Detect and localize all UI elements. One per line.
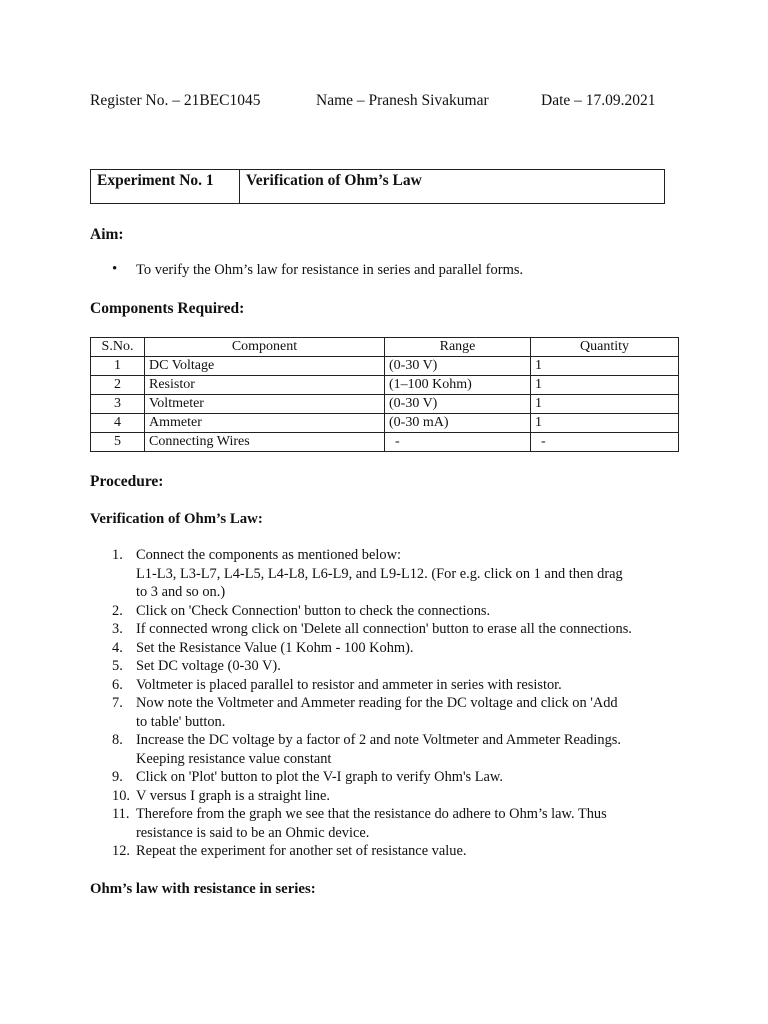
step-text-line: Now note the Voltmeter and Ammeter reading for the DC voltage and click on 'Add <box>136 695 618 711</box>
table-cell: 4 <box>91 414 145 433</box>
table-cell: Resistor <box>145 376 385 395</box>
table-cell: 3 <box>91 395 145 414</box>
experiment-title-box <box>90 169 665 204</box>
table-cell: Voltmeter <box>145 395 385 414</box>
step-number: 1. <box>112 547 123 563</box>
procedure-step <box>112 676 682 695</box>
table-cell: (1–100 Kohm) <box>385 376 531 395</box>
column-header: Range <box>385 338 531 357</box>
table-header-row <box>91 338 679 357</box>
table-row <box>91 376 679 395</box>
procedure-heading: Procedure: <box>90 473 164 490</box>
procedure-step <box>112 694 682 731</box>
step-text-line: Voltmeter is placed parallel to resistor and ammeter in series with resistor. <box>136 676 562 693</box>
step-text-line: resistance is said to be an Ohmic device. <box>136 824 370 841</box>
table-cell: 1 <box>531 414 679 433</box>
table-cell: (0-30 mA) <box>385 414 531 433</box>
step-text-line: Increase the DC voltage by a factor of 2 and note Voltmeter and Ammeter Readings. <box>136 732 622 748</box>
step-number: 10. <box>112 787 130 804</box>
table-cell: Connecting Wires <box>145 433 385 452</box>
step-number: 2. <box>112 602 123 619</box>
aim-heading: Aim: <box>90 226 124 243</box>
table-row <box>91 395 679 414</box>
column-header: Quantity <box>531 338 679 357</box>
step-number: 4. <box>112 639 123 656</box>
step-text-line: V versus I graph is a straight line. <box>136 787 330 804</box>
step-text-line: L1-L3, L3-L7, L4-L5, L4-L8, L6-L9, and L9-L12. (For e.g. click on 1 and then drag <box>136 565 623 582</box>
step-text-line: Set the Resistance Value (1 Kohm - 100 Kohm). <box>136 639 414 656</box>
step-text-line: Keeping resistance value constant <box>136 750 332 767</box>
step-number: 6. <box>112 676 123 693</box>
procedure-step <box>112 731 682 768</box>
table-cell: 1 <box>531 376 679 395</box>
step-text-line: to table' button. <box>136 713 226 730</box>
step-text-line: Set DC voltage (0-30 V). <box>136 658 281 674</box>
step-number: 3. <box>112 621 123 637</box>
table-cell: DC Voltage <box>145 357 385 376</box>
experiment-number: Experiment No. 1 <box>91 170 240 203</box>
series-heading: Ohm’s law with resistance in series: <box>90 881 316 897</box>
step-number: 7. <box>112 695 123 711</box>
column-header: S.No. <box>91 338 145 357</box>
procedure-step <box>112 620 682 639</box>
register-number: Register No. – 21BEC1045 <box>90 92 261 109</box>
step-number: 5. <box>112 658 123 674</box>
procedure-step <box>112 787 682 806</box>
components-heading: Components Required: <box>90 300 245 317</box>
procedure-steps <box>112 546 682 861</box>
step-text-line: Click on 'Check Connection' button to check the connections. <box>136 602 491 619</box>
table-cell: - <box>531 433 679 452</box>
table-row <box>91 414 679 433</box>
table-cell: 5 <box>91 433 145 452</box>
procedure-step <box>112 602 682 621</box>
student-name: Name – Pranesh Sivakumar <box>316 92 489 109</box>
procedure-step <box>112 657 682 676</box>
step-text-line: Click on 'Plot' button to plot the V-I graph to verify Ohm's Law. <box>136 769 503 785</box>
step-number: 8. <box>112 732 123 748</box>
table-cell: 1 <box>531 357 679 376</box>
procedure-subheading: Verification of Ohm’s Law: <box>90 511 263 527</box>
step-text-line: Therefore from the graph we see that the resistance do adhere to Ohm’s law. Thus <box>136 806 607 822</box>
step-text-line: to 3 and so on.) <box>136 584 226 600</box>
procedure-step <box>112 768 682 787</box>
procedure-step <box>112 842 682 861</box>
table-row <box>91 433 679 452</box>
components-table <box>90 337 679 452</box>
step-text-line: Connect the components as mentioned below: <box>136 547 401 563</box>
table-row <box>91 357 679 376</box>
procedure-step <box>112 546 682 602</box>
aim-item: • To verify the Ohm’s law for resistance in series and parallel forms. <box>112 262 523 279</box>
step-text-line: Repeat the experiment for another set of resistance value. <box>136 843 467 859</box>
table-cell: 2 <box>91 376 145 395</box>
table-cell: Ammeter <box>145 414 385 433</box>
procedure-step <box>112 639 682 658</box>
table-cell: - <box>385 433 531 452</box>
table-cell: 1 <box>531 395 679 414</box>
aim-list <box>112 262 523 279</box>
column-header: Component <box>145 338 385 357</box>
step-text-line: If connected wrong click on 'Delete all connection' button to erase all the connections. <box>136 621 632 637</box>
table-cell: (0-30 V) <box>385 357 531 376</box>
procedure-step <box>112 805 682 842</box>
step-number: 9. <box>112 769 123 785</box>
step-number: 11. <box>112 806 130 822</box>
experiment-title: Verification of Ohm’s Law <box>246 172 422 189</box>
table-cell: 1 <box>91 357 145 376</box>
table-cell: (0-30 V) <box>385 395 531 414</box>
experiment-date: Date – 17.09.2021 <box>541 92 656 109</box>
step-number: 12. <box>112 843 130 859</box>
